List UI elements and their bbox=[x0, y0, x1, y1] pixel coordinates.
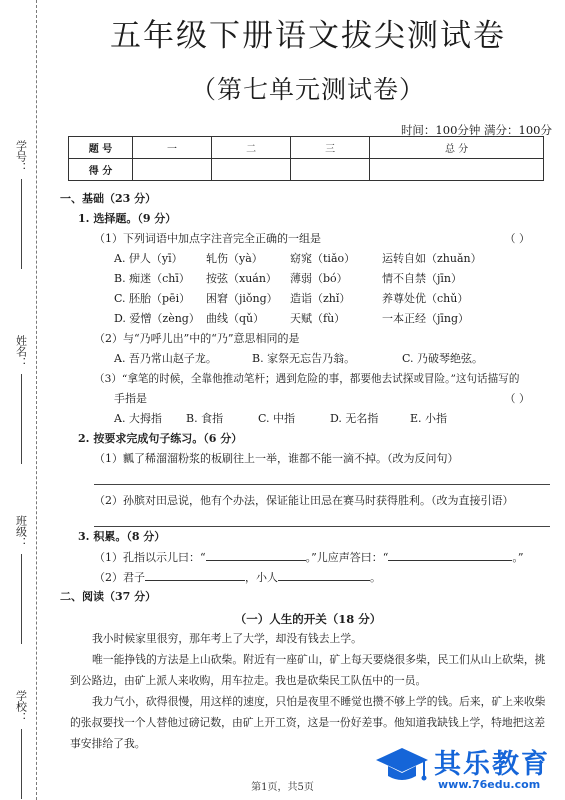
exam-meta: 时间：100分钟 满分：100分 bbox=[400, 123, 552, 137]
q1-sub3-options bbox=[114, 412, 447, 426]
section1-heading: 一、基础（23 分） bbox=[60, 192, 157, 205]
name-line bbox=[21, 374, 22, 464]
q3-line-1-part-b: 。”儿应声答曰：“ bbox=[305, 551, 389, 564]
q2-heading: 2. 按要求完成句子练习。（6 分） bbox=[78, 432, 243, 445]
passage-paragraph-2: 唯一能挣钱的方法是上山砍柴。附近有一座矿山，矿上每天要烧很多柴，民工们从山上砍柴，挑到公路边，由矿上派人来收购，用车拉走。我也是砍柴民工队伍中的一员。 bbox=[70, 653, 546, 687]
q3-line-1 bbox=[94, 550, 524, 565]
option-d-3: 天赋（fù） bbox=[290, 312, 346, 325]
q1-sub3-stem-line2 bbox=[114, 392, 554, 406]
option-c-4: 养尊处优（chǔ） bbox=[382, 292, 469, 305]
score-row-label: 得 分 bbox=[69, 159, 133, 181]
q1-sub3-option-b[interactable]: B. 食指 bbox=[186, 412, 224, 425]
student-id-line bbox=[21, 179, 22, 269]
score-header-part1: 一 bbox=[133, 137, 212, 159]
passage-title: （一）人生的开关（18 分） bbox=[234, 612, 382, 626]
passage-paragraph-3: 我力气小，砍得很慢，用这样的速度，只怕是夜里不睡觉也攒不够上学的钱。后来，矿上来收柴的张叔要找一个人替他过磅记数，由矿上开工资，这是一份好差事。他知道我缺钱上学，特地把这差事安排给了我。 bbox=[70, 695, 546, 750]
score-header-part2: 二 bbox=[212, 137, 291, 159]
exam-subtitle: （第七单元测试卷） bbox=[190, 75, 425, 104]
score-cell-part1[interactable] bbox=[133, 159, 212, 181]
option-b-3: 薄弱（bó） bbox=[290, 272, 348, 285]
watermark-url: www.76edu.com bbox=[438, 778, 541, 791]
option-d-2: 曲线（qǔ） bbox=[206, 312, 265, 325]
q1-sub1-option-row-d bbox=[114, 312, 469, 326]
q3-blank-1[interactable] bbox=[206, 550, 306, 561]
option-d-4: 一本正经（jīng） bbox=[382, 312, 470, 325]
option-a-2: 轧伤（yà） bbox=[206, 252, 263, 265]
score-table bbox=[68, 136, 544, 181]
score-cell-part2[interactable] bbox=[212, 159, 291, 181]
option-b-1[interactable]: B. 痴迷（chī） bbox=[114, 272, 190, 285]
q1-sub1-option-row-b bbox=[114, 272, 462, 286]
q1-sub1-option-row-c bbox=[114, 292, 468, 306]
q3-blank-3[interactable] bbox=[145, 570, 245, 581]
score-header-label: 题 号 bbox=[69, 137, 133, 159]
q1-sub2-stem: （2）与“乃呼儿出”中的“乃”意思相同的是 bbox=[94, 332, 300, 345]
q1-sub3-option-a[interactable]: A. 大拇指 bbox=[114, 412, 162, 425]
q1-sub1-answer-paren[interactable]: （ ） bbox=[504, 232, 530, 245]
q3-line-2 bbox=[94, 570, 381, 585]
option-d-1[interactable]: D. 爱憎（zèng） bbox=[114, 312, 200, 325]
q3-blank-4[interactable] bbox=[278, 570, 370, 581]
q2-sentence-2: （2）孙膑对田忌说，他有个办法，保证能让田忌在赛马时获得胜利。（改为直接引语） bbox=[94, 494, 514, 507]
score-table-score-row bbox=[69, 159, 544, 181]
cut-line bbox=[36, 0, 37, 800]
option-c-1[interactable]: C. 胚胎（pēi） bbox=[114, 292, 191, 305]
q1-sub2-options bbox=[114, 352, 483, 366]
q1-sub3-stem-text: 手指是 bbox=[114, 392, 147, 405]
q3-blank-2[interactable] bbox=[388, 550, 512, 561]
watermark-text: 其乐教育 bbox=[434, 749, 550, 780]
score-cell-total[interactable] bbox=[370, 159, 544, 181]
q3-line-1-part-c: 。” bbox=[512, 551, 524, 564]
binding-sidebar bbox=[0, 0, 40, 800]
option-a-1[interactable]: A. 伊人（yī） bbox=[114, 252, 183, 265]
name-field bbox=[8, 335, 34, 464]
q1-sub3-option-d[interactable]: D. 无名指 bbox=[330, 412, 379, 425]
q3-line-1-part-a: （1）孔指以示儿曰：“ bbox=[94, 551, 206, 564]
name-label: 姓名： bbox=[14, 335, 28, 368]
passage-paragraph-1: 我小时候家里很穷，那年考上了大学，却没有钱去上学。 bbox=[92, 632, 362, 645]
q1-sub1-stem bbox=[94, 232, 554, 246]
q2-answer-line-2[interactable] bbox=[94, 526, 550, 527]
q1-sub3-answer-paren[interactable]: （ ） bbox=[504, 392, 530, 405]
score-header-total: 总 分 bbox=[370, 137, 544, 159]
option-a-4: 运转自如（zhuǎn） bbox=[382, 252, 482, 265]
option-c-3: 造诣（zhǐ） bbox=[290, 292, 351, 305]
q1-sub2-option-b[interactable]: B. 家祭无忘告乃翁。 bbox=[252, 352, 356, 365]
q2-answer-line-1[interactable] bbox=[94, 484, 550, 485]
class-line bbox=[21, 554, 22, 644]
page-footer: 第1页，共5页 bbox=[251, 782, 314, 793]
option-b-4: 情不自禁（jīn） bbox=[382, 272, 463, 285]
q3-line-2-part-b: ，小人 bbox=[245, 571, 278, 584]
class-label: 班级： bbox=[14, 515, 28, 548]
q3-line-2-part-a: （2）君子 bbox=[94, 571, 145, 584]
school-label: 学校： bbox=[14, 690, 28, 723]
q1-sub2-option-c[interactable]: C. 乃破琴绝弦。 bbox=[402, 352, 484, 365]
score-header-part3: 三 bbox=[291, 137, 370, 159]
q1-sub1-stem-text: （1）下列词语中加点字注音完全正确的一组是 bbox=[94, 232, 321, 245]
q1-sub3-option-e[interactable]: E. 小指 bbox=[410, 412, 448, 425]
student-id-field bbox=[8, 140, 34, 269]
exam-page bbox=[58, 0, 558, 800]
score-table-header-row bbox=[69, 137, 544, 159]
student-id-label: 学号： bbox=[14, 140, 28, 173]
option-a-3: 窈窕（tiǎo） bbox=[290, 252, 356, 265]
q3-heading: 3. 积累。（8 分） bbox=[78, 530, 166, 543]
score-cell-part3[interactable] bbox=[291, 159, 370, 181]
q1-sub1-option-row-a bbox=[114, 252, 482, 266]
q1-sub3-stem: （3）“拿笔的时候，全靠他推动笔杆；遇到危险的事，都要他去试探或冒险。”这句话描写的 bbox=[94, 373, 520, 385]
q2-sentence-1: （1）瓤了稀溜溜粉浆的板刷往上一举，谁都不能一滴不掉。（改为反问句） bbox=[94, 452, 459, 465]
q1-heading: 1. 选择题。（9 分） bbox=[78, 212, 177, 225]
q1-sub2-option-a[interactable]: A. 吾乃常山赵子龙。 bbox=[114, 352, 217, 365]
option-b-2: 按弦（xuán） bbox=[206, 272, 277, 285]
section2-heading: 二、阅读（37 分） bbox=[60, 590, 157, 603]
class-field bbox=[8, 515, 34, 644]
exam-title: 五年级下册语文拔尖测试卷 bbox=[110, 18, 506, 54]
option-c-2: 困窘（jiǒng） bbox=[206, 292, 278, 305]
q1-sub3-option-c[interactable]: C. 中指 bbox=[258, 412, 296, 425]
q3-line-2-part-c: 。 bbox=[370, 571, 381, 584]
